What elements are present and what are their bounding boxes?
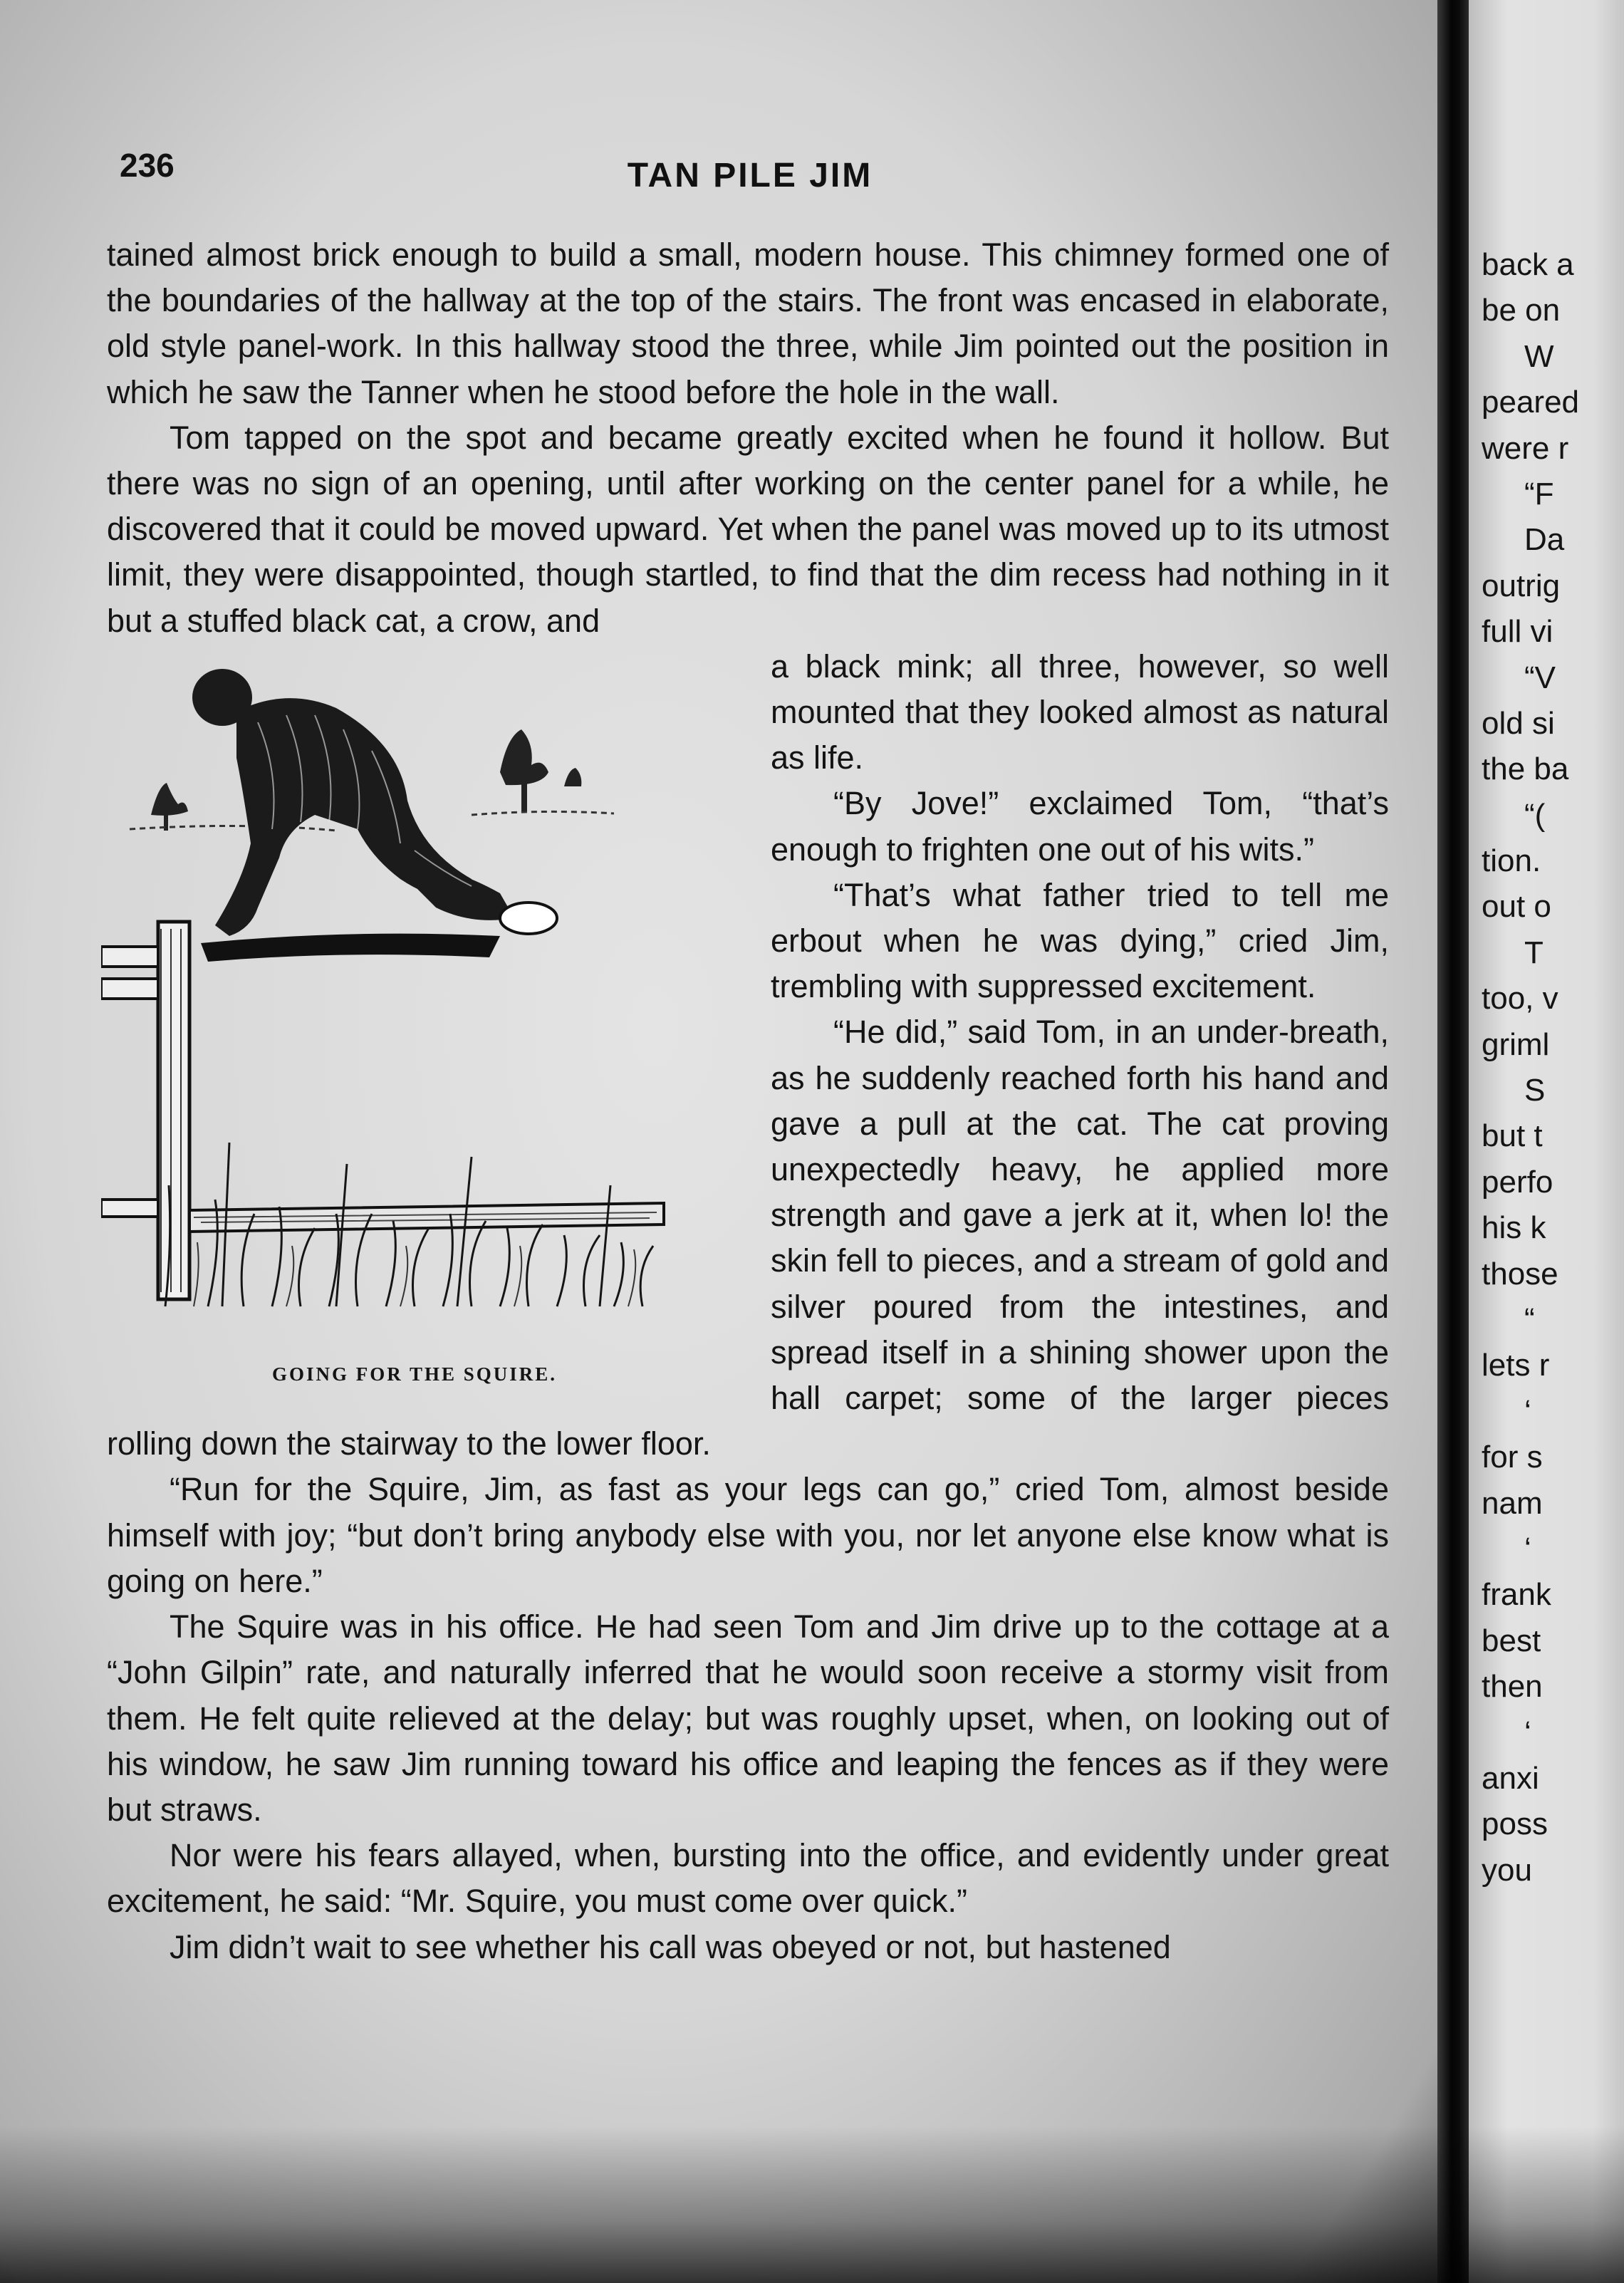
- man-crawling-over-fence-illustration: [101, 644, 728, 1356]
- facing-line: ‘: [1524, 1531, 1531, 1566]
- facing-line: ‘: [1524, 1393, 1531, 1429]
- facing-line: were r: [1482, 430, 1569, 466]
- facing-line: out o: [1482, 889, 1551, 925]
- paragraph: tained almost brick enough to build a small, modern house. This chimney formed one of the boundaries of the hallway at the top of the stairs. The front was encased in elaborate, old style panel-work. In this hallway stood the three, while Jim pointed out the position in which he saw the Tanner when he stood before the hole in the wall.: [107, 236, 1389, 410]
- facing-line: Da: [1524, 522, 1565, 558]
- facing-line: perfo: [1482, 1164, 1553, 1200]
- page-number: 236: [120, 147, 175, 184]
- facing-line: peared: [1482, 385, 1580, 420]
- paragraph: “He did,” said Tom, in an under-breath, as he suddenly reached forth his hand and gave a pull at the cat. The cat proving unexpectedly heavy, he applied more strength and gave a jerk at it, when lo! the skin fell to pieces, and a stream of gold and silver poured from the intestines, and spread itself in a shining shower upon the hall carpet; some of the larger pieces rolling down the stairway to the lower floor.: [107, 1014, 1389, 1462]
- facing-line: “F: [1524, 476, 1554, 511]
- facing-line: griml: [1482, 1026, 1550, 1062]
- paragraph: “Run for the Squire, Jim, as fast as your legs can go,” cried Tom, almost beside himself with joy; “but don’t bring anybody else with you, nor let anyone else know what is going on here.”: [107, 1471, 1389, 1599]
- paragraph: Tom tapped on the spot and became greatly excited when he found it hollow. But there was no sign of an opening, until after working on the center panel for a while, he discovered that it could be moved upward. Yet when the panel was moved up to its utmost limit, they were disappointed, though startled, to find that the dim recess had nothing in it but a stuffed black cat, a crow, and: [107, 419, 1389, 639]
- paragraph: “That’s what father tried to tell me erbout when he was dying,” cried Jim, trembling with suppressed excitement.: [771, 876, 1389, 1005]
- illustration: [101, 644, 728, 1403]
- facing-line: ‘: [1524, 1715, 1531, 1750]
- running-head: TAN PILE JIM: [627, 157, 873, 194]
- body-text: [107, 232, 1389, 1970]
- facing-line: you: [1482, 1852, 1532, 1888]
- paragraph: Jim didn’t wait to see whether his call was obeyed or not, but hastened: [170, 1928, 1171, 1965]
- facing-line: “: [1524, 1301, 1535, 1337]
- paragraph: “By Jove!” exclaimed Tom, “that’s enough to frighten one out of his wits.”: [771, 785, 1389, 868]
- facing-line: those: [1482, 1256, 1558, 1291]
- page-header: [120, 146, 1380, 196]
- facing-line: nam: [1482, 1485, 1543, 1521]
- facing-line: best: [1482, 1623, 1541, 1658]
- paragraph: The Squire was in his office. He had seen Tom and Jim drive up to the cottage at a “John Gilpin” rate, and naturally inferred that he would soon receive a stormy visit from them. He felt quite relieved at the delay; but was roughly upset, when, on looking out of his window, he saw Jim running toward his office and leaping the fences as if they were but straws.: [107, 1608, 1389, 1828]
- facing-line: old si: [1482, 705, 1555, 741]
- facing-line: frank: [1482, 1577, 1551, 1613]
- illustration-caption: GOING FOR THE SQUIRE.: [271, 1363, 558, 1385]
- facing-line: T: [1524, 935, 1544, 970]
- facing-line: “V: [1524, 660, 1556, 695]
- facing-line: for s: [1482, 1440, 1543, 1475]
- facing-line: “(: [1524, 797, 1546, 833]
- facing-line: but t: [1482, 1118, 1543, 1154]
- facing-line: S: [1524, 1073, 1546, 1108]
- facing-line: the ba: [1482, 752, 1569, 787]
- facing-line: his k: [1482, 1210, 1546, 1246]
- facing-line: then: [1482, 1669, 1543, 1705]
- facing-line: tion.: [1482, 843, 1541, 879]
- facing-line: be on: [1482, 293, 1561, 328]
- facing-line: poss: [1482, 1806, 1548, 1842]
- facing-line: back a: [1482, 247, 1574, 282]
- facing-line: lets r: [1482, 1348, 1550, 1383]
- facing-page-text: [1482, 242, 1624, 1893]
- paragraph: a black mink; all three, however, so well mounted that they looked almost as natural as life.: [771, 648, 1389, 776]
- facing-line: anxi: [1482, 1760, 1539, 1796]
- facing-line: outrig: [1482, 568, 1561, 603]
- facing-line: full vi: [1482, 614, 1553, 650]
- paragraph: Nor were his fears allayed, when, bursting into the office, and evidently under great excitement, he said: “Mr. Squire, you must come over quick.”: [107, 1837, 1389, 1920]
- facing-line: too, v: [1482, 981, 1558, 1016]
- facing-line: W: [1524, 338, 1554, 374]
- book-gutter: [1437, 0, 1469, 2283]
